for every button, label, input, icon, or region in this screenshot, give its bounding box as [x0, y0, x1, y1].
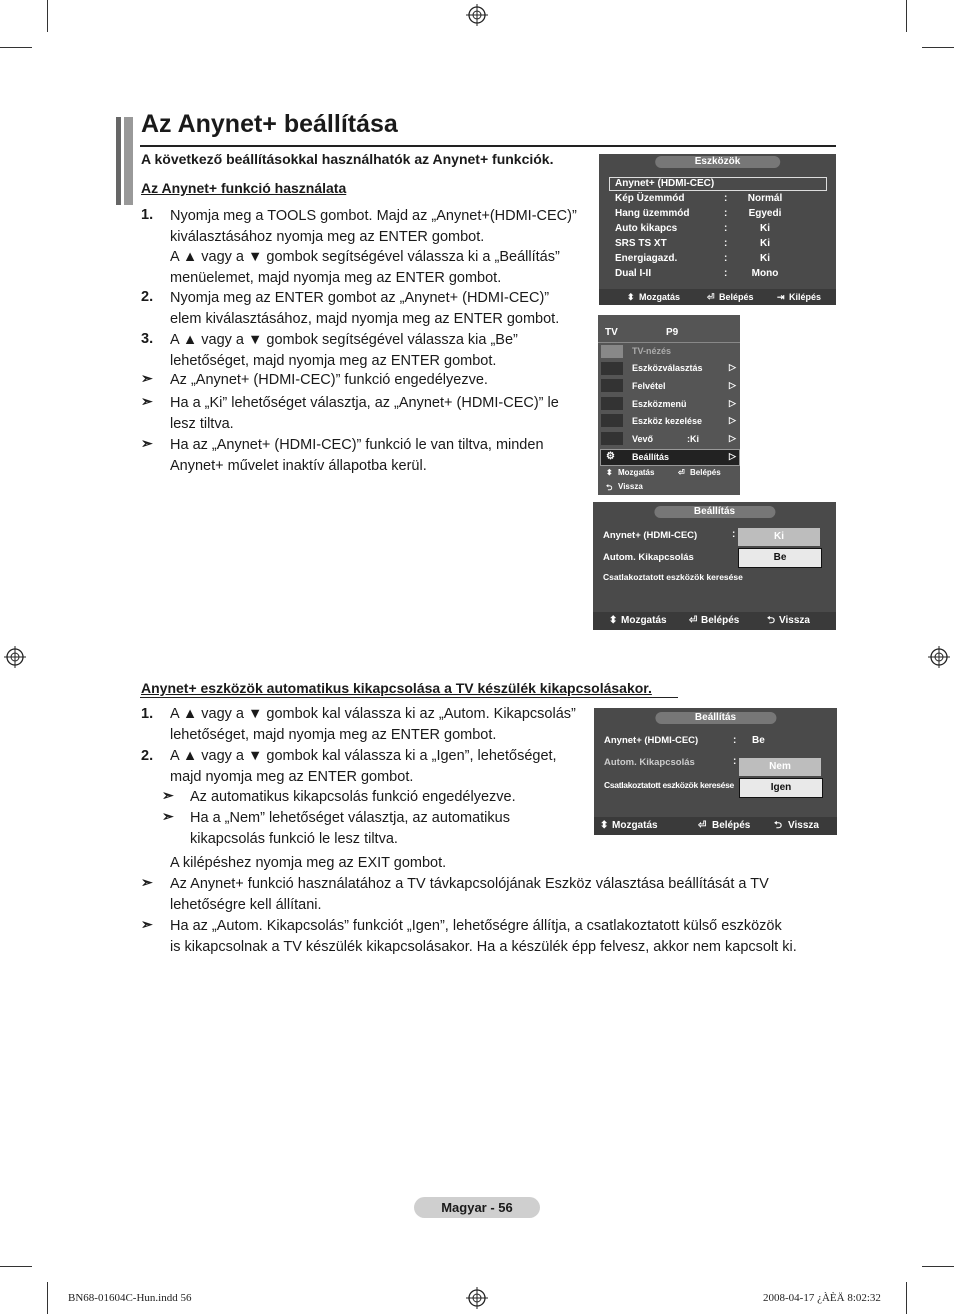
- osd-row-sep: :: [724, 208, 728, 219]
- chevron-right-icon: ▷: [729, 433, 736, 443]
- note-line: Anynet+ művelet inaktív állapotba kerül.: [170, 457, 427, 474]
- osd-footer-return: Vissza: [788, 820, 819, 831]
- lead-paragraph: A következő beállításokkal használhatók az Anynet+ funkciók.: [141, 151, 554, 167]
- note-arrow-icon: ➣: [141, 393, 153, 409]
- updown-icon: ⬍: [606, 468, 613, 477]
- osd-receiver-value: :Ki: [687, 434, 699, 444]
- osd-row-label: Anynet+ (HDMI-CEC): [603, 530, 698, 541]
- note-line: kikapcsolás funkció le lesz tiltva.: [190, 830, 398, 847]
- osd-tools-menu: [599, 154, 836, 305]
- osd-menu-item[interactable]: Eszközválasztás: [632, 363, 703, 373]
- exit-instruction: A kilépéshez nyomja meg az EXIT gombot.: [170, 855, 447, 871]
- note-line: lehetőségre kell állítani.: [170, 896, 322, 913]
- osd-row-value: Egyedi: [748, 208, 782, 219]
- osd-row-label: Autom. Kikapcsolás: [603, 552, 694, 563]
- osd-row-label: Energiagazd.: [615, 253, 678, 264]
- osd-row-label[interactable]: Csatlakoztatott eszközök keresése: [603, 572, 743, 582]
- osd-row-sep: :: [724, 193, 728, 204]
- osd-menu-item[interactable]: Vevő: [632, 434, 654, 444]
- osd-header: [593, 504, 836, 518]
- osd-row-sep: :: [724, 253, 728, 264]
- step-text: [170, 288, 559, 329]
- osd-selected-row[interactable]: [600, 449, 740, 466]
- exit-icon: ⇥: [777, 292, 785, 302]
- section-heading: Az Anynet+ funkció használata: [141, 180, 347, 196]
- section-heading: Anynet+ eszközök automatikus kikapcsolása a TV készülék kikapcsolásakor.: [141, 680, 652, 696]
- osd-menu-item[interactable]: Eszközmenü: [632, 399, 687, 409]
- note-line: Ha az „Anynet+ (HDMI-CEC)” funkció le van tiltva, minden: [170, 437, 544, 453]
- osd-row-value: Be: [752, 735, 765, 746]
- print-slug-right: 2008-04-17 ¿ÀÈÄ 8:02:32: [763, 1292, 881, 1304]
- osd-footer-move: Mozgatás: [612, 820, 658, 831]
- osd-row-sep: :: [732, 529, 736, 540]
- osd-row-label: Auto kikapcs: [615, 223, 678, 234]
- osd-row-sep: :: [733, 735, 737, 746]
- step-line: Nyomja meg az ENTER gombot az „Anynet+ (HDMI-CEC)”: [170, 290, 550, 306]
- osd-row-label: Kép Üzemmód: [615, 193, 685, 204]
- receiver-icon: [601, 432, 623, 445]
- osd-menu-item[interactable]: Felvétel: [632, 381, 666, 391]
- osd-row-label[interactable]: Csatlakoztatott eszközök keresése: [604, 780, 734, 790]
- osd-channel: P9: [666, 327, 679, 338]
- return-icon: ⮌: [767, 615, 776, 626]
- osd-menu-item[interactable]: Beállítás: [632, 452, 670, 462]
- osd-row-value: Ki: [760, 238, 770, 249]
- osd-header: [594, 710, 837, 724]
- note-line: Az „Anynet+ (HDMI-CEC)” funkció engedélyezve.: [170, 372, 488, 388]
- registration-mark-icon: [4, 646, 26, 668]
- osd-footer-exit: Kilépés: [789, 292, 822, 302]
- step-text: [170, 746, 557, 787]
- osd-header-label: Beállítás: [655, 712, 776, 724]
- updown-icon: ⬍: [609, 615, 618, 626]
- step-line: majd nyomja meg az ENTER gombot.: [170, 768, 414, 785]
- osd-row-label: SRS TS XT: [615, 238, 667, 249]
- tv-view-icon: [601, 345, 623, 358]
- osd-header-label: Beállítás: [654, 506, 775, 518]
- osd-setup-menu: [593, 502, 836, 630]
- osd-footer-return: Vissza: [779, 615, 810, 626]
- note-line: Ha a „Nem” lehetőséget választja, az automatikus: [190, 810, 510, 826]
- updown-icon: ⬍: [627, 292, 635, 302]
- note-text: [170, 435, 544, 476]
- device-select-icon: [601, 362, 623, 375]
- osd-anynet-menu: [598, 315, 740, 495]
- step-line: A ▲ vagy a ▼ gombok kal válassza ki a „Igen”, lehetőséget,: [170, 748, 557, 764]
- note-arrow-icon: ➣: [141, 370, 153, 386]
- osd-footer-enter: Belépés: [719, 292, 754, 302]
- step-line: menüelemet, majd nyomja meg az ENTER gombot.: [170, 269, 502, 286]
- osd-footer: [599, 289, 836, 305]
- crop-mark: [47, 1282, 48, 1314]
- page-title: Az Anynet+ beállítása: [141, 110, 398, 138]
- chevron-right-icon: ▷: [729, 398, 736, 408]
- title-accent-bar: [116, 117, 133, 205]
- step-line: Nyomja meg a TOOLS gombot. Majd az „Anynet+(HDMI-CEC)”: [170, 208, 577, 224]
- print-slug-left: BN68-01604C-Hun.indd 56: [68, 1292, 192, 1304]
- page-number-label: Magyar - 56: [414, 1197, 540, 1218]
- step-number: 2.: [141, 289, 154, 305]
- note-arrow-icon: ➣: [162, 787, 174, 803]
- osd-row-value: Ki: [760, 223, 770, 234]
- option-off[interactable]: Ki: [738, 528, 820, 546]
- osd-footer-enter: Belépés: [712, 820, 751, 831]
- crop-mark: [0, 47, 32, 48]
- registration-mark-icon: [928, 646, 950, 668]
- crop-mark: [922, 47, 954, 48]
- option-yes-selected[interactable]: Igen: [739, 778, 823, 798]
- crop-mark: [922, 1266, 954, 1267]
- step-number: 2.: [141, 748, 154, 764]
- step-number: 1.: [141, 706, 154, 722]
- note-text: [190, 787, 516, 808]
- chevron-right-icon: ▷: [729, 362, 736, 372]
- note-line: lesz tiltva.: [170, 415, 234, 432]
- step-number: 3.: [141, 331, 154, 347]
- osd-row-value: Mono: [751, 268, 779, 279]
- return-icon: ⮌: [606, 483, 613, 492]
- osd-row-label: Autom. Kikapcsolás: [604, 757, 695, 768]
- note-line: Ha a „Ki” lehetőséget választja, az „Anynet+ (HDMI-CEC)” le: [170, 395, 559, 411]
- note-line: Ha az „Autom. Kikapcsolás” funkciót „Igen”, lehetőségre állítja, a csatlakoztatott külső eszközök: [170, 918, 782, 934]
- osd-row-label: Hang üzemmód: [615, 208, 690, 219]
- osd-row-sep: :: [724, 238, 728, 249]
- osd-header-label: Eszközök: [655, 156, 781, 168]
- registration-mark-icon: [466, 1287, 488, 1309]
- step-line: A ▲ vagy a ▼ gombok segítségével válassza kia „Be”: [170, 332, 518, 348]
- heading-rule: [140, 697, 678, 698]
- updown-icon: ⬍: [600, 820, 609, 831]
- note-text: [170, 393, 559, 434]
- osd-row-sep: :: [733, 756, 737, 767]
- note-arrow-icon: ➣: [141, 435, 153, 451]
- device-menu-icon: [601, 397, 623, 410]
- note-line: Az Anynet+ funkció használatához a TV távkapcsolójának Eszköz választása beállítását a TV: [170, 876, 769, 892]
- chevron-right-icon: ▷: [729, 415, 736, 425]
- step-text: [170, 704, 576, 745]
- note-text: [170, 916, 797, 957]
- option-no[interactable]: Nem: [739, 758, 821, 776]
- crop-mark: [0, 1266, 32, 1267]
- step-line: lehetőséget, majd nyomja meg az ENTER gombot.: [170, 726, 497, 743]
- step-text: [170, 206, 577, 288]
- step-line: lehetőséget, majd nyomja meg az ENTER gombot.: [170, 352, 497, 369]
- step-line: A ▲ vagy a ▼ gombok segítségével válassza ki a „Beállítás”: [170, 249, 560, 265]
- osd-footer-move: Mozgatás: [639, 292, 681, 302]
- enter-icon: ⏎: [707, 292, 715, 302]
- note-arrow-icon: ➣: [141, 916, 153, 932]
- osd-footer-move: Mozgatás: [618, 468, 655, 477]
- device-operation-icon: [601, 414, 623, 427]
- step-number: 1.: [141, 207, 154, 223]
- gear-icon: ⚙: [606, 451, 615, 462]
- osd-setup-menu-auto-off: [594, 708, 837, 835]
- osd-selected-label: Anynet+ (HDMI-CEC): [615, 178, 715, 189]
- osd-row-sep: :: [724, 223, 728, 234]
- enter-icon: ⏎: [689, 615, 698, 626]
- note-line: Az automatikus kikapcsolás funkció engedélyezve.: [190, 789, 516, 805]
- step-text: [170, 330, 518, 371]
- osd-row-value: Normál: [747, 193, 783, 204]
- osd-footer-enter: Belépés: [701, 615, 740, 626]
- note-arrow-icon: ➣: [141, 874, 153, 890]
- note-text: [170, 874, 769, 915]
- step-line: elem kiválasztásához, majd nyomja meg az ENTER gombot.: [170, 310, 560, 327]
- osd-menu-item[interactable]: Eszköz kezelése: [632, 416, 703, 426]
- note-line: is kikapcsolnak a TV készülék kikapcsolásakor. Ha a készülék épp felvesz, akkor nem kapcsolt ki.: [170, 938, 797, 955]
- osd-footer-move: Mozgatás: [621, 615, 667, 626]
- osd-row-value: Ki: [760, 253, 770, 264]
- note-arrow-icon: ➣: [162, 808, 174, 824]
- return-icon: ⮌: [774, 820, 783, 831]
- record-icon: [601, 379, 623, 392]
- osd-menu-item[interactable]: TV-nézés: [632, 346, 672, 356]
- osd-row-sep: :: [724, 268, 728, 279]
- title-rule: [140, 145, 836, 147]
- note-text: [170, 370, 488, 391]
- osd-footer-return: Vissza: [618, 482, 643, 491]
- osd-header: [599, 154, 836, 168]
- option-on-selected[interactable]: Be: [738, 548, 822, 568]
- crop-mark: [47, 0, 48, 32]
- osd-footer: [594, 817, 837, 835]
- osd-row-label: Dual I-II: [615, 268, 652, 279]
- chevron-right-icon: ▷: [729, 451, 736, 461]
- crop-mark: [906, 1282, 907, 1314]
- osd-row-label: Anynet+ (HDMI-CEC): [604, 735, 699, 746]
- enter-icon: ⏎: [678, 468, 685, 477]
- crop-mark: [906, 0, 907, 32]
- osd-tv-label: TV: [605, 327, 618, 338]
- osd-footer: [593, 612, 836, 630]
- enter-icon: ⏎: [698, 820, 707, 831]
- step-line: kiválasztásához nyomja meg az ENTER gombot.: [170, 228, 485, 245]
- registration-mark-icon: [466, 4, 488, 26]
- note-text: [190, 808, 510, 849]
- chevron-right-icon: ▷: [729, 380, 736, 390]
- osd-footer-enter: Belépés: [690, 468, 721, 477]
- step-line: A ▲ vagy a ▼ gombok kal válassza ki az „Autom. Kikapcsolás”: [170, 706, 576, 722]
